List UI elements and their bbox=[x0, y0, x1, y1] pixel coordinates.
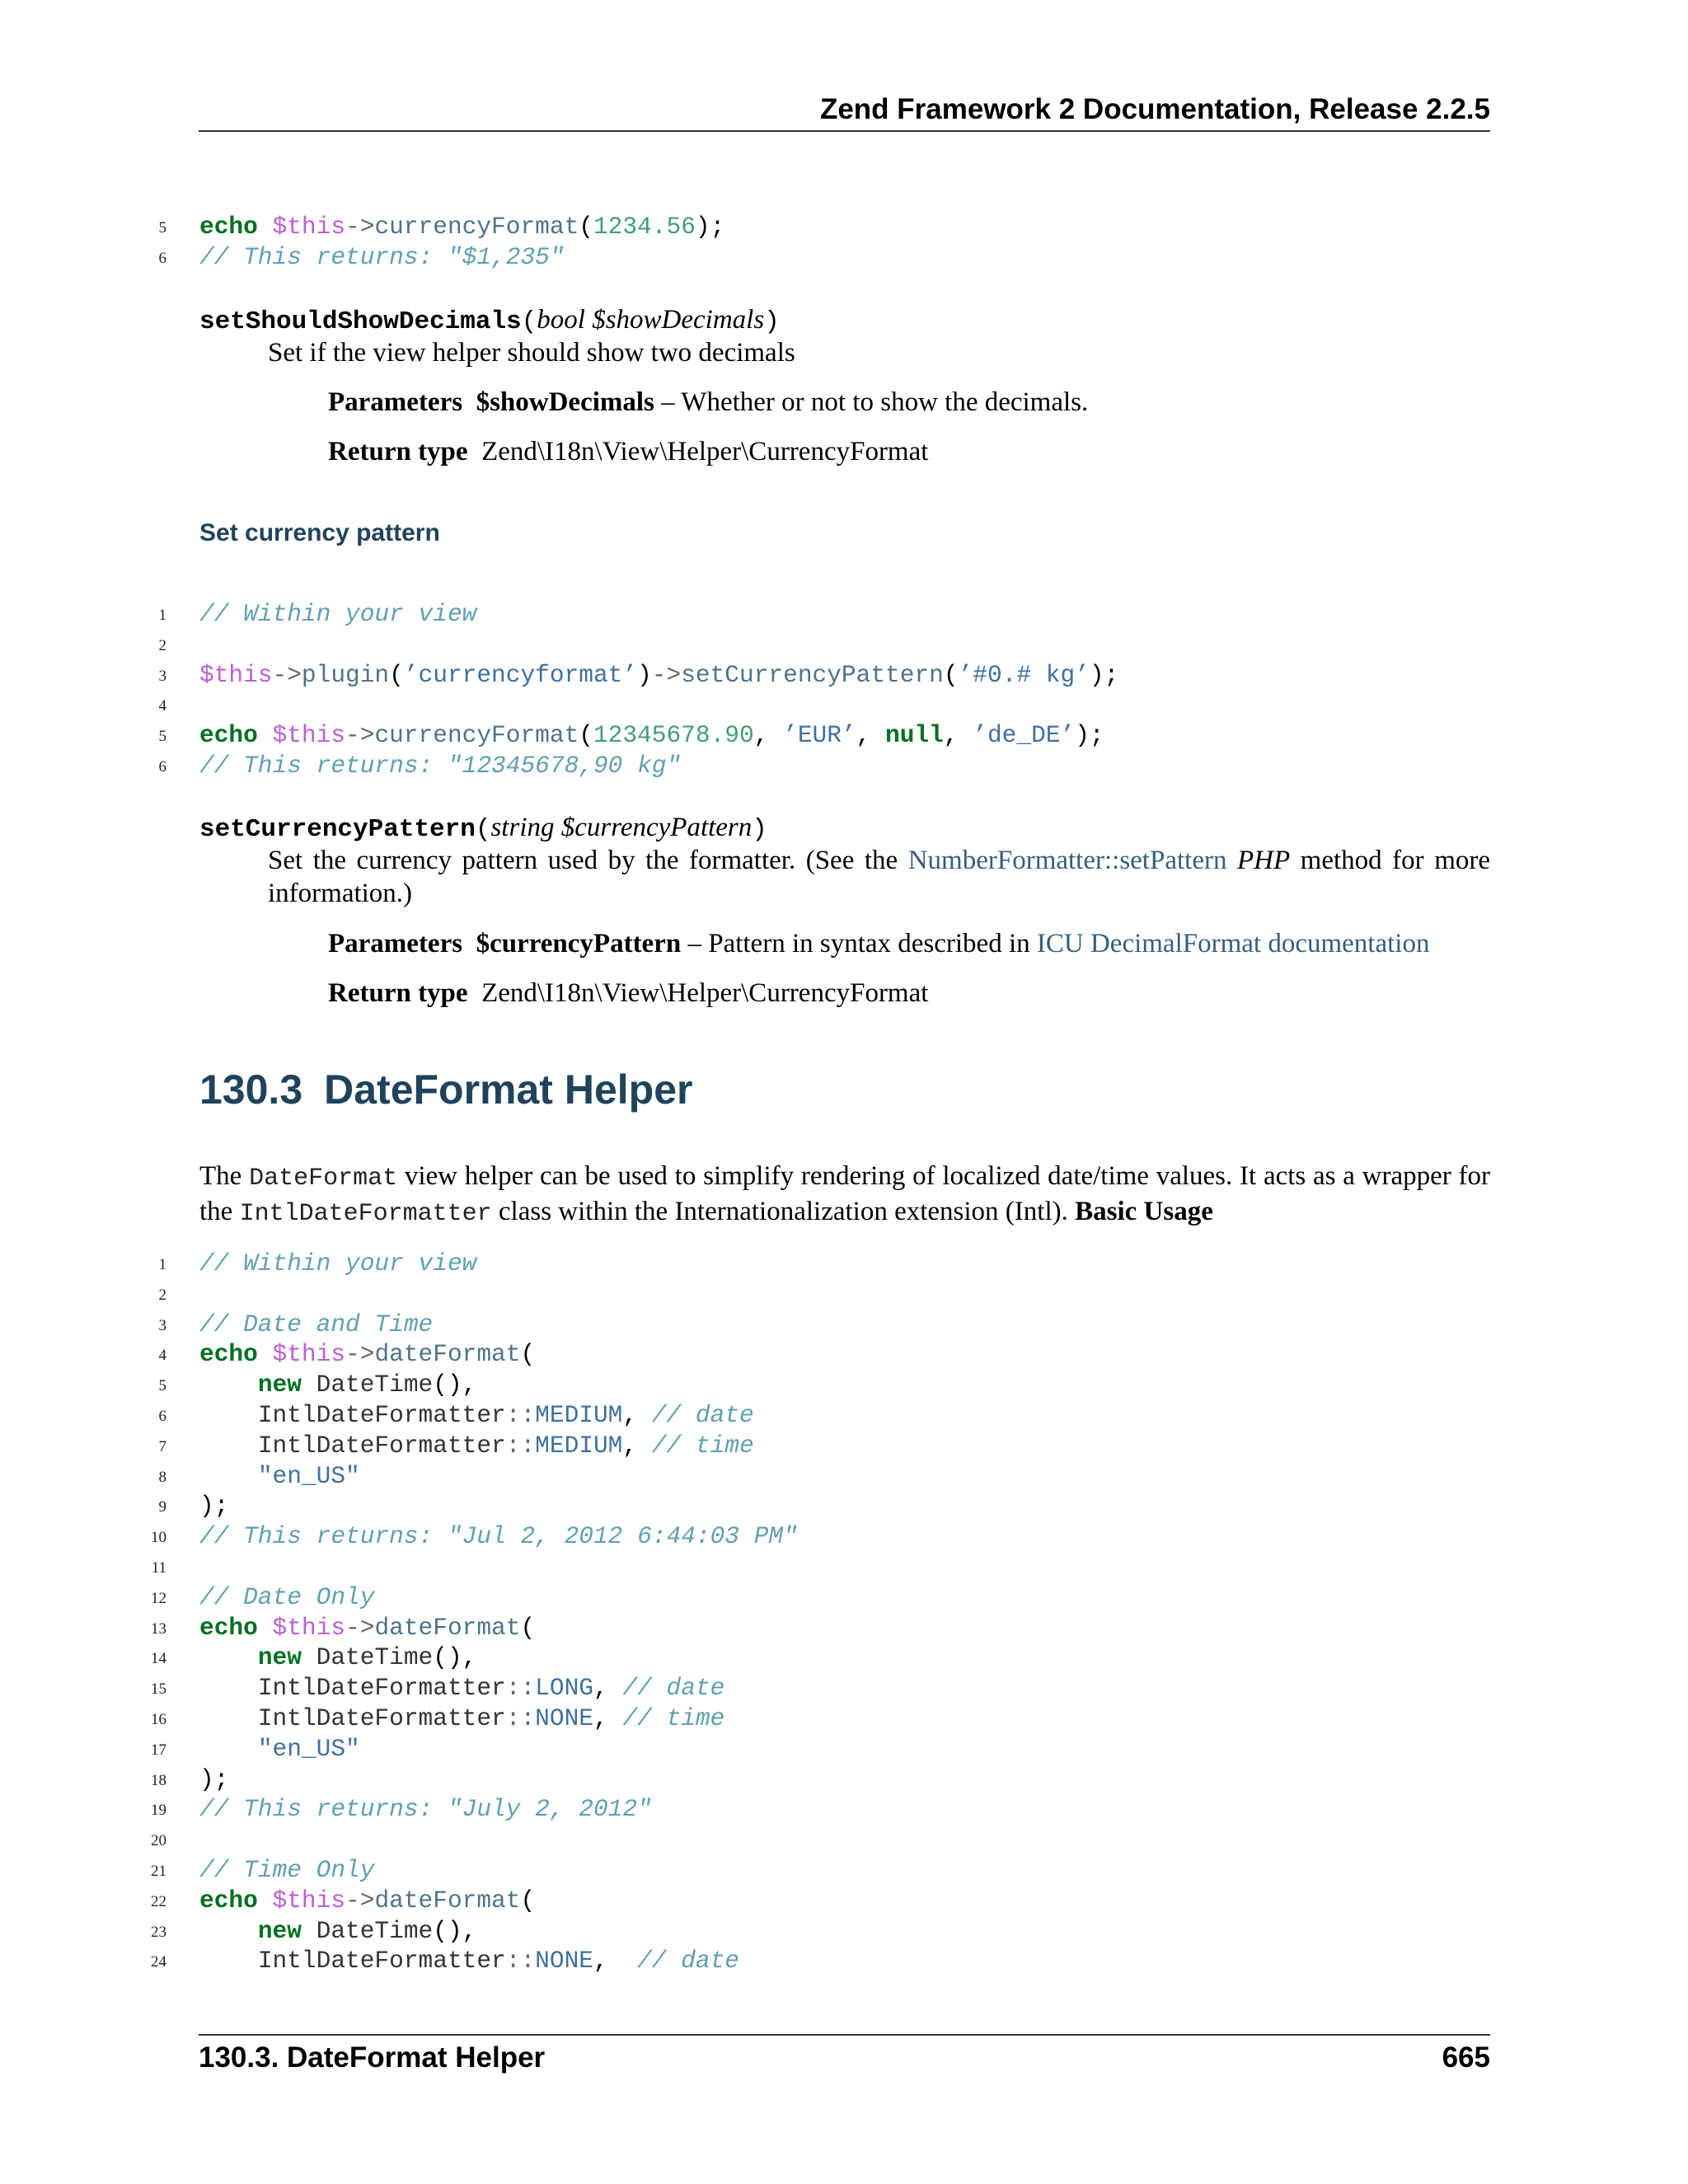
footer-rule bbox=[199, 2034, 1490, 2036]
code-line bbox=[0, 630, 1688, 660]
code-line bbox=[0, 1855, 1688, 1886]
code-line bbox=[0, 1249, 1688, 1279]
method-description: Set if the view helper should show two decimals bbox=[268, 338, 795, 368]
code-text: "en_US" bbox=[257, 1461, 360, 1490]
code-block-currency-format bbox=[0, 212, 1688, 273]
method-args: string $currencyPattern bbox=[490, 813, 753, 842]
parameters-field bbox=[328, 386, 1088, 419]
line-number: 12 bbox=[151, 1589, 166, 1607]
method-signature-set-currency-pattern bbox=[199, 811, 1490, 846]
running-footer bbox=[199, 2039, 1490, 2077]
line-number: 13 bbox=[151, 1619, 166, 1638]
code-line bbox=[0, 1431, 1688, 1461]
code-text: IntlDateFormatter::LONG, // date bbox=[257, 1674, 725, 1703]
php-label: PHP bbox=[1237, 846, 1291, 875]
section-title bbox=[199, 1066, 692, 1113]
method-signature-set-should-show-decimals bbox=[199, 303, 1490, 339]
code-line bbox=[0, 1370, 1688, 1400]
code-line bbox=[0, 1916, 1688, 1947]
basic-usage-label: Basic Usage bbox=[1075, 1197, 1213, 1226]
description-text: Set the currency pattern used by the formatter. (See the bbox=[268, 846, 908, 875]
code-block-set-currency-pattern bbox=[0, 599, 1688, 781]
footer-section: 130.3. DateFormat Helper bbox=[199, 2041, 546, 2074]
line-number: 8 bbox=[158, 1468, 166, 1486]
line-number: 16 bbox=[151, 1710, 166, 1728]
line-number: 20 bbox=[151, 1832, 166, 1850]
param-description: – Pattern in syntax described in bbox=[681, 929, 1037, 958]
code-text: IntlDateFormatter::MEDIUM, // date bbox=[257, 1400, 754, 1429]
code-text: // Within your view bbox=[199, 1249, 477, 1277]
return-type-label: Return type bbox=[328, 437, 468, 466]
line-number: 6 bbox=[158, 757, 166, 776]
return-type-field bbox=[328, 977, 928, 1010]
header-rule bbox=[199, 130, 1490, 132]
return-type-label: Return type bbox=[328, 978, 468, 1008]
code-line bbox=[0, 1613, 1688, 1643]
code-text: "en_US" bbox=[257, 1734, 360, 1763]
code-text: // This returns: "July 2, 2012" bbox=[199, 1795, 652, 1824]
line-number: 6 bbox=[158, 249, 166, 267]
code-text: // Time Only bbox=[199, 1855, 375, 1884]
line-number: 3 bbox=[158, 667, 166, 685]
line-number: 24 bbox=[151, 1953, 166, 1971]
line-number: 18 bbox=[151, 1771, 166, 1789]
line-number: 19 bbox=[151, 1802, 166, 1820]
return-type-field bbox=[328, 435, 928, 468]
code-text: // Within your view bbox=[199, 600, 477, 628]
line-number: 1 bbox=[158, 607, 166, 624]
code-line bbox=[0, 1765, 1688, 1795]
code-line bbox=[0, 212, 1688, 242]
code-line bbox=[0, 1734, 1688, 1765]
intro-text: The bbox=[199, 1161, 250, 1191]
param-name: $showDecimals bbox=[476, 387, 654, 417]
method-args: bool $showDecimals bbox=[537, 305, 765, 335]
code-line bbox=[0, 1582, 1688, 1613]
line-number: 4 bbox=[158, 697, 166, 715]
code-text: IntlDateFormatter::NONE, // time bbox=[257, 1704, 725, 1732]
code-text: echo $this->dateFormat( bbox=[199, 1340, 536, 1369]
intldateformatter-code: IntlDateFormatter bbox=[239, 1200, 492, 1228]
code-line bbox=[0, 1400, 1688, 1431]
code-text: echo $this->currencyFormat(1234.56); bbox=[199, 213, 725, 241]
code-line bbox=[0, 1643, 1688, 1673]
code-text: // Date Only bbox=[199, 1582, 375, 1611]
code-line bbox=[0, 720, 1688, 751]
code-text: new DateTime(), bbox=[257, 1643, 477, 1672]
code-line bbox=[0, 751, 1688, 781]
line-number: 3 bbox=[158, 1316, 166, 1334]
code-text: $this->plugin(’currencyformat’)->setCurrencyPattern(’#0.# kg’); bbox=[199, 660, 1119, 689]
line-number: 5 bbox=[158, 728, 166, 746]
code-text: // This returns: "Jul 2, 2012 6:44:03 PM" bbox=[199, 1522, 798, 1551]
code-line bbox=[0, 1704, 1688, 1734]
code-line bbox=[0, 1673, 1688, 1704]
code-line bbox=[0, 1521, 1688, 1552]
line-number: 23 bbox=[151, 1923, 166, 1941]
code-line bbox=[0, 1886, 1688, 1916]
line-number: 2 bbox=[158, 1286, 166, 1304]
number-formatter-link[interactable]: NumberFormatter::setPattern bbox=[907, 846, 1227, 875]
parameters-label: Parameters bbox=[328, 387, 463, 417]
running-header: Zend Framework 2 Documentation, Release 2.2.5 bbox=[819, 93, 1490, 125]
code-line bbox=[0, 690, 1688, 720]
line-number: 22 bbox=[151, 1892, 166, 1910]
line-number: 11 bbox=[151, 1558, 166, 1577]
line-number: 2 bbox=[158, 636, 166, 654]
code-text: ); bbox=[199, 1765, 229, 1793]
line-number: 14 bbox=[151, 1650, 166, 1668]
subheading-set-currency-pattern: Set currency pattern bbox=[199, 519, 440, 546]
line-number: 9 bbox=[158, 1498, 166, 1516]
code-text: echo $this->dateFormat( bbox=[199, 1613, 536, 1642]
parameters-field bbox=[328, 927, 1429, 960]
section-name: DateFormat Helper bbox=[324, 1066, 693, 1113]
method-name: setCurrencyPattern bbox=[199, 815, 476, 844]
param-name: $currencyPattern bbox=[476, 929, 682, 958]
code-text: new DateTime(), bbox=[257, 1371, 477, 1399]
param-description: – Whether or not to show the decimals. bbox=[654, 387, 1089, 417]
code-line bbox=[0, 242, 1688, 273]
code-text: // This returns: "12345678,90 kg" bbox=[199, 751, 682, 780]
code-text: // Date and Time bbox=[199, 1310, 434, 1338]
line-number: 5 bbox=[158, 1377, 166, 1395]
code-text: // This returns: "$1,235" bbox=[199, 242, 565, 271]
line-number: 15 bbox=[151, 1680, 166, 1699]
line-number: 6 bbox=[158, 1407, 166, 1425]
page-number: 665 bbox=[1442, 2041, 1490, 2074]
parameters-label: Parameters bbox=[328, 929, 463, 958]
method-description bbox=[268, 844, 1490, 910]
code-line bbox=[0, 660, 1688, 691]
code-line bbox=[0, 1552, 1688, 1582]
dateformat-code: DateFormat bbox=[249, 1165, 398, 1193]
line-number: 10 bbox=[151, 1529, 166, 1547]
line-number: 4 bbox=[158, 1347, 166, 1365]
line-number: 5 bbox=[158, 219, 166, 237]
code-text: echo $this->currencyFormat(12345678.90, ’EUR’, null, ’de_DE’); bbox=[199, 721, 1104, 750]
open-paren: ( bbox=[521, 307, 537, 336]
code-line bbox=[0, 1946, 1688, 1976]
close-paren: ) bbox=[764, 307, 780, 336]
line-number: 17 bbox=[151, 1741, 166, 1759]
line-number: 1 bbox=[158, 1256, 166, 1273]
section-number: 130.3 bbox=[199, 1066, 303, 1113]
description-text-end: method for more information.) bbox=[268, 846, 1490, 908]
method-name: setShouldShowDecimals bbox=[199, 307, 522, 336]
line-number: 7 bbox=[158, 1437, 166, 1455]
open-paren: ( bbox=[475, 815, 491, 844]
code-line bbox=[0, 1491, 1688, 1521]
intro-text: view helper can be used to simplify rendering of localized date/time values. It acts as a wrapper for the bbox=[199, 1161, 1491, 1226]
code-block-date-format bbox=[0, 1249, 1688, 1976]
code-line bbox=[0, 1339, 1688, 1370]
code-line bbox=[0, 599, 1688, 630]
code-line bbox=[0, 1279, 1688, 1310]
code-text: new DateTime(), bbox=[257, 1916, 477, 1945]
code-line bbox=[0, 1825, 1688, 1855]
code-line bbox=[0, 1461, 1688, 1492]
intro-paragraph bbox=[199, 1160, 1490, 1230]
line-number: 21 bbox=[151, 1862, 166, 1880]
icu-decimalformat-link[interactable]: ICU DecimalFormat documentation bbox=[1036, 929, 1430, 958]
code-line bbox=[0, 1794, 1688, 1825]
intro-text: class within the Internationalization extension (Intl). bbox=[491, 1197, 1076, 1226]
return-type-value: Zend\I18n\View\Helper\CurrencyFormat bbox=[481, 437, 929, 466]
code-line bbox=[0, 1310, 1688, 1340]
code-text: IntlDateFormatter::MEDIUM, // time bbox=[257, 1431, 754, 1460]
close-paren: ) bbox=[752, 815, 767, 844]
code-text: echo $this->dateFormat( bbox=[199, 1886, 536, 1915]
code-text: IntlDateFormatter::NONE, // date bbox=[257, 1947, 740, 1975]
code-text: ); bbox=[199, 1492, 229, 1521]
return-type-value: Zend\I18n\View\Helper\CurrencyFormat bbox=[481, 978, 929, 1008]
